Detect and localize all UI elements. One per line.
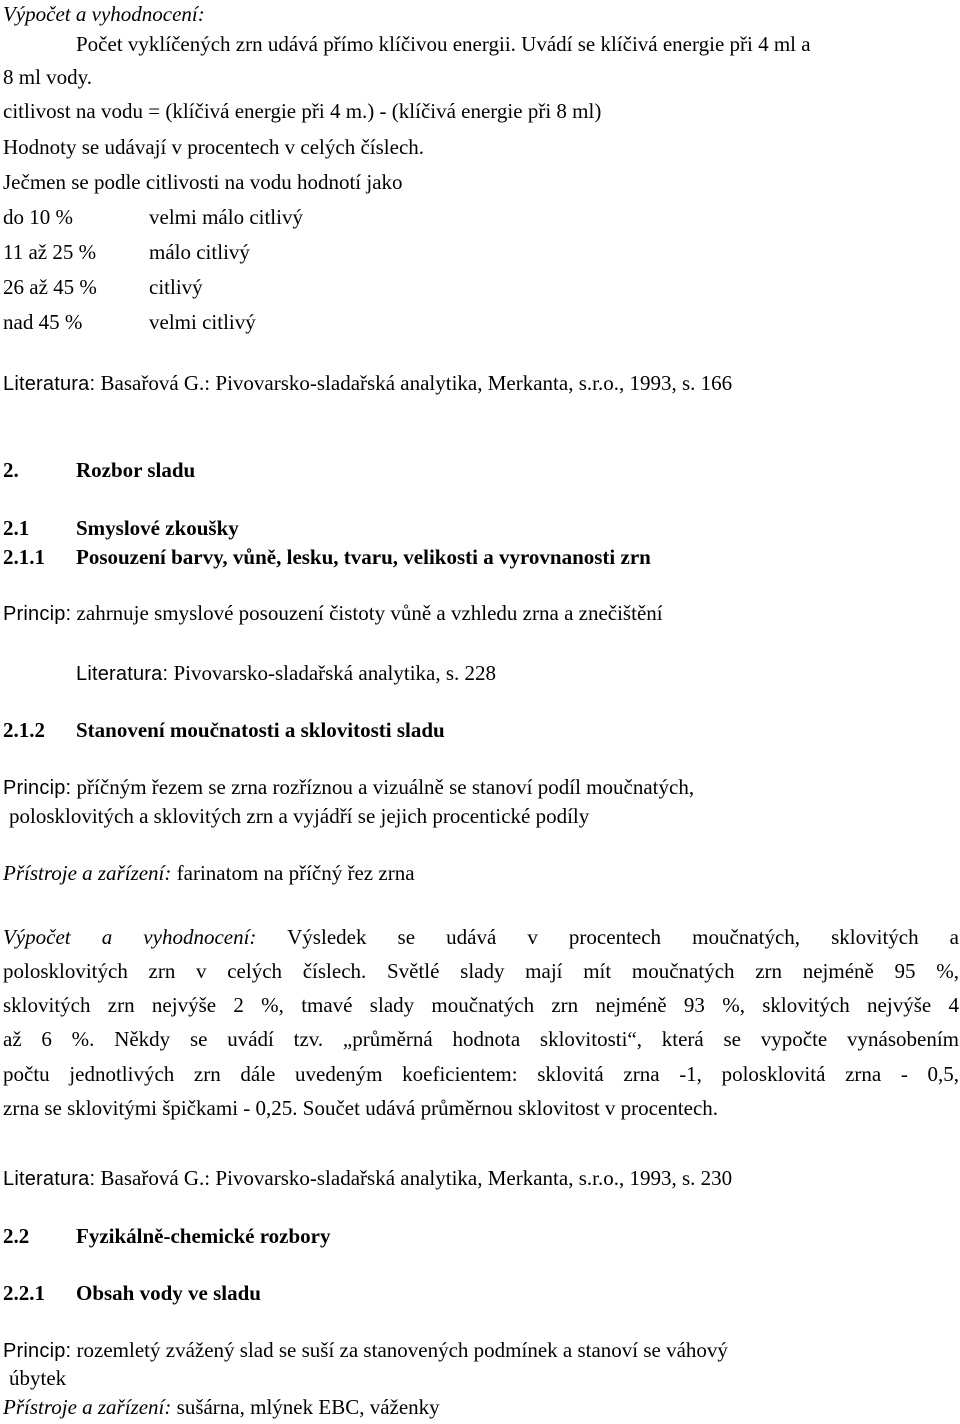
principle-line: polosklovitých a sklovitých zrn a vyjádří se jejich procentické podíly xyxy=(9,804,590,828)
scale-label: velmi málo citlivý xyxy=(149,205,303,229)
evaluation-label: Výpočet a vyhodnocení: xyxy=(3,925,257,949)
literature-text: Basařová G.: Pivovarsko-sladařská analytika, Merkanta, s.r.o., 1993, s. 230 xyxy=(100,1166,733,1190)
formula-line: citlivost na vodu = (klíčivá energie při 4 m.) - (klíčivá energie při 8 ml) xyxy=(3,99,602,123)
principle-line xyxy=(3,1336,728,1365)
section-title: Smyslové zkoušky xyxy=(76,516,239,540)
principle-text: zahrnuje smyslové posouzení čistoty vůně a vzhledu zrna a znečištění xyxy=(76,601,663,625)
section-title: Posouzení barvy, vůně, lesku, tvaru, velikosti a vyrovnanosti zrn xyxy=(76,545,651,569)
paragraph-line: Ječmen se podle citlivosti na vodu hodnotí jako xyxy=(3,170,403,194)
principle-text: příčným řezem se zrna rozříznou a vizuálně se stanoví podíl moučnatých, xyxy=(76,775,695,799)
equipment-line xyxy=(3,1393,440,1421)
principle-line xyxy=(3,773,694,802)
literature-reference xyxy=(76,659,496,688)
section-heading-vypocet: Výpočet a vyhodnocení: xyxy=(3,2,205,26)
section-title: Rozbor sladu xyxy=(76,458,196,482)
literature-text: Basařová G.: Pivovarsko-sladařská analytika, Merkanta, s.r.o., 1993, s. 166 xyxy=(100,371,733,395)
principle-line: úbytek xyxy=(9,1366,67,1390)
principle-label: Princip: xyxy=(3,777,72,799)
section-number: 2.1.2 xyxy=(3,718,45,742)
literature-reference xyxy=(3,369,732,398)
principle-label: Princip: xyxy=(3,603,72,625)
literature-label: Literatura: xyxy=(3,373,96,395)
literature-label: Literatura: xyxy=(3,1168,96,1190)
section-number: 2.2 xyxy=(3,1224,30,1248)
evaluation-line: až 6 %. Někdy se uvádí tzv. „průměrná hodnota sklovitosti“, která se vypočte vynásobením xyxy=(3,1027,959,1051)
section-number: 2.2.1 xyxy=(3,1281,45,1305)
evaluation-text: Výsledek se udává v procentech moučnatých, sklovitých a xyxy=(287,925,960,949)
evaluation-line: počtu jednotlivých zrn dále uvedeným koeficientem: sklovitá zrna -1, polosklovitá zrna - 0,5, xyxy=(3,1062,959,1086)
paragraph-line: 8 ml vody. xyxy=(3,65,93,89)
equipment-line xyxy=(3,859,415,887)
literature-label: Literatura: xyxy=(76,663,169,685)
evaluation-line: sklovitých zrn nejvýše 2 %, tmavé slady moučnatých zrn nejméně 93 %, sklovitých nejvýše 4 xyxy=(3,993,959,1017)
paragraph-line: Hodnoty se udávají v procentech v celých číslech. xyxy=(3,135,425,159)
equipment-label: Přístroje a zařízení: xyxy=(3,861,172,885)
principle-text: rozemletý zvážený slad se suší za stanovených podmínek a stanoví se váhový xyxy=(76,1338,728,1362)
scale-range: do 10 % xyxy=(3,205,73,229)
scale-label: velmi citlivý xyxy=(149,310,256,334)
evaluation-line: zrna se sklovitými špičkami - 0,25. Součet udává průměrnou sklovitost v procentech. xyxy=(3,1096,719,1120)
principle-line xyxy=(3,599,663,628)
scale-range: 11 až 25 % xyxy=(3,240,97,264)
section-number: 2.1.1 xyxy=(3,545,45,569)
principle-label: Princip: xyxy=(3,1340,72,1362)
evaluation-line xyxy=(3,923,959,951)
scale-label: citlivý xyxy=(149,275,203,299)
literature-reference xyxy=(3,1164,732,1193)
literature-text: Pivovarsko-sladařská analytika, s. 228 xyxy=(173,661,497,685)
evaluation-line: polosklovitých zrn v celých číslech. Světlé slady mají mít moučnatých zrn nejméně 95 %, xyxy=(3,959,959,983)
section-title: Stanovení moučnatosti a sklovitosti sladu xyxy=(76,718,445,742)
section-title: Fyzikálně-chemické rozbory xyxy=(76,1224,331,1248)
scale-range: nad 45 % xyxy=(3,310,83,334)
equipment-text: farinatom na příčný řez zrna xyxy=(176,861,415,885)
scale-label: málo citlivý xyxy=(149,240,250,264)
equipment-text: sušárna, mlýnek EBC, váženky xyxy=(176,1395,440,1419)
section-title: Obsah vody ve sladu xyxy=(76,1281,261,1305)
section-number: 2. xyxy=(3,458,19,482)
paragraph-line: Počet vyklíčených zrn udává přímo klíčivou energii. Uvádí se klíčivá energie při 4 ml a xyxy=(76,32,811,56)
scale-range: 26 až 45 % xyxy=(3,275,97,299)
equipment-label: Přístroje a zařízení: xyxy=(3,1395,172,1419)
section-number: 2.1 xyxy=(3,516,30,540)
